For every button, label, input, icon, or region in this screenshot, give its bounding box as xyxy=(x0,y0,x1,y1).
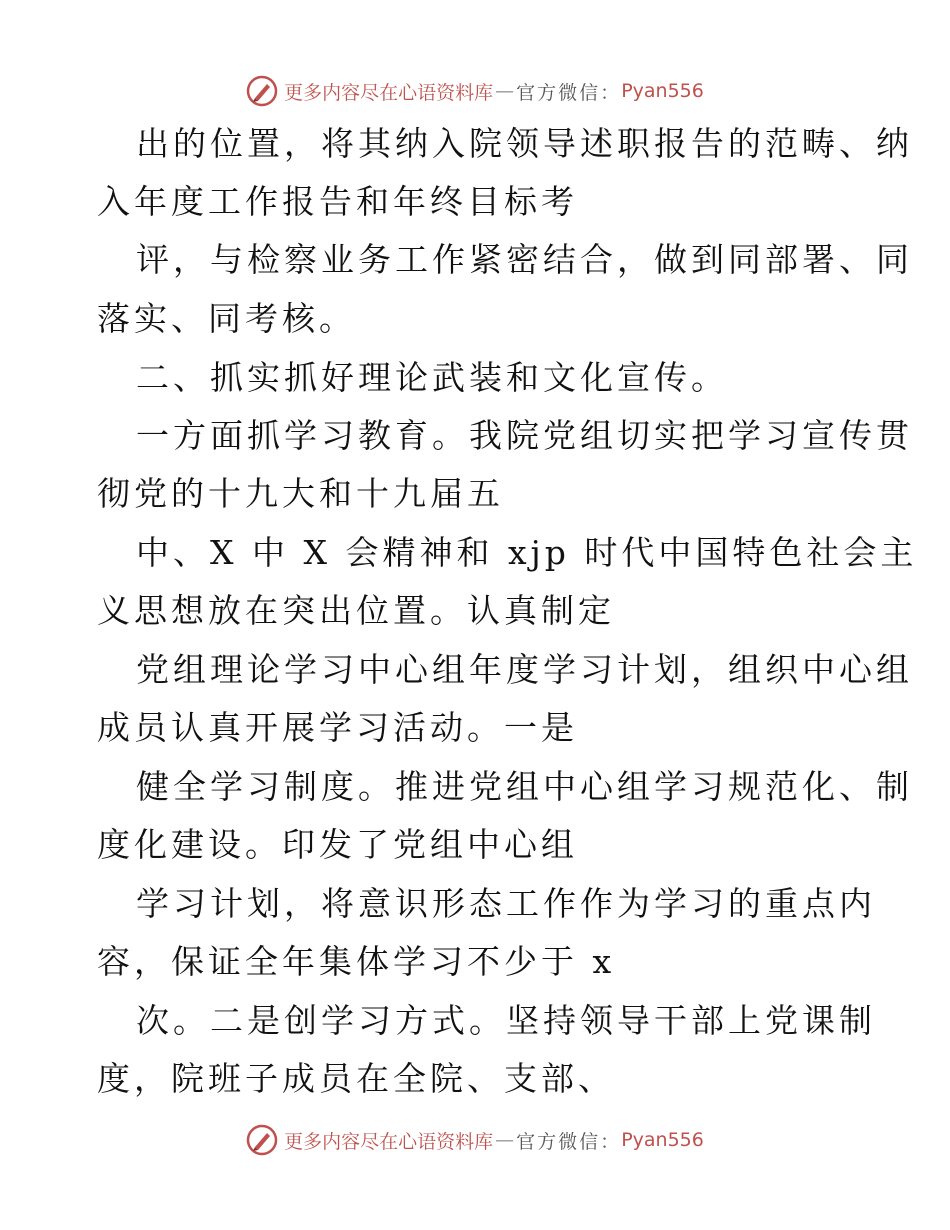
body-line: 度，院班子成员在全院、支部、 xyxy=(97,1059,615,1098)
watermark-separator: — xyxy=(495,1129,515,1151)
body-line: 党组理论学习中心组年度学习计划，组织中心组 xyxy=(136,650,913,689)
body-line: 度化建设。印发了党组中心组 xyxy=(97,825,578,864)
pen-logo-icon xyxy=(246,75,278,107)
body-line: 容，保证全年集体学习不少于 x xyxy=(97,942,616,981)
body-line: 中、X 中 X 会精神和 xjp 时代中国特色社会主 xyxy=(136,533,918,572)
watermark-official-label: 官方微信： xyxy=(516,1130,622,1153)
watermark-wechat-id: Pyan556 xyxy=(621,1129,704,1151)
watermark-official-label: 官方微信： xyxy=(516,81,622,104)
header-watermark xyxy=(0,71,950,111)
watermark-separator: — xyxy=(495,80,515,102)
body-line: 学习计划，将意识形态工作作为学习的重点内 xyxy=(136,884,876,923)
body-line: 二、抓实抓好理论武装和文化宣传。 xyxy=(136,358,728,397)
body-line: 入年度工作报告和年终目标考 xyxy=(97,182,578,221)
watermark-wechat-id: Pyan556 xyxy=(621,80,704,102)
body-line: 成员认真开展学习活动。一是 xyxy=(97,708,578,747)
body-line: 评，与检察业务工作紧密结合，做到同部署、同 xyxy=(136,240,913,279)
body-line: 落实、同考核。 xyxy=(97,299,356,338)
body-line: 健全学习制度。推进党组中心组学习规范化、制 xyxy=(136,767,913,806)
pen-logo-icon xyxy=(246,1124,278,1156)
body-line: 一方面抓学习教育。我院党组切实把学习宣传贯 xyxy=(136,416,913,455)
body-line: 次。二是创学习方式。坚持领导干部上党课制 xyxy=(136,1001,876,1040)
body-line: 彻党的十九大和十九届五 xyxy=(97,474,504,513)
watermark-brand: 更多内容尽在心语资料库 xyxy=(284,81,494,104)
body-line: 义思想放在突出位置。认真制定 xyxy=(97,591,615,630)
watermark-brand: 更多内容尽在心语资料库 xyxy=(284,1130,494,1153)
body-line: 出的位置，将其纳入院领导述职报告的范畴、纳 xyxy=(136,124,913,163)
footer-watermark xyxy=(0,1120,950,1160)
